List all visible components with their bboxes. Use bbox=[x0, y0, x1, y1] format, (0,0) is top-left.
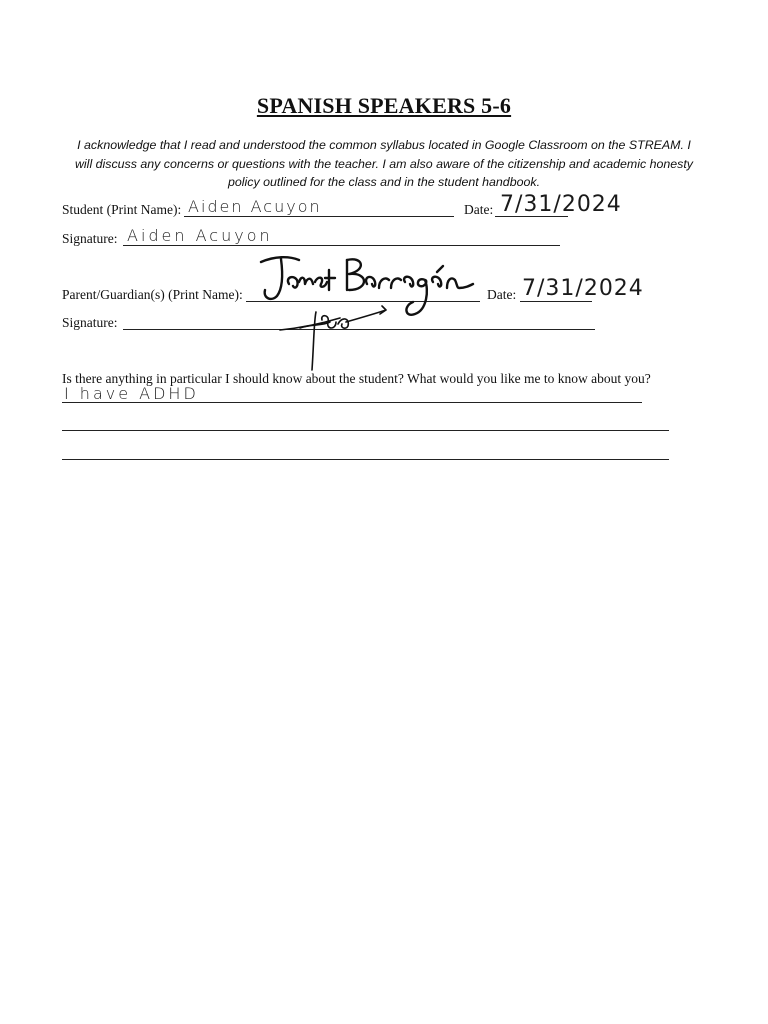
parent-date-field[interactable] bbox=[520, 301, 592, 302]
question-label: Is there anything in particular I should know about the student? What would you like me to know about you? bbox=[62, 371, 651, 386]
parent-signature-scribble bbox=[270, 300, 400, 380]
student-date-value: 7/31/2024 bbox=[500, 192, 622, 217]
answer-line-3[interactable] bbox=[62, 459, 669, 460]
student-date-label: Date: bbox=[464, 202, 494, 217]
parent-name-label: Parent/Guardian(s) (Print Name): bbox=[62, 287, 243, 302]
student-signature-field[interactable] bbox=[123, 245, 560, 246]
student-name-value: Aiden Acuyon bbox=[188, 197, 322, 216]
answer-value: I have ADHD bbox=[64, 384, 199, 403]
acknowledgement-text: I acknowledge that I read and understood the common syllabus located in Google Classroom on the STREAM. I will discuss any concerns or questions with the teacher. I am also aware of the citizenship and academic honesty policy outlined for the class and in the student handbook. bbox=[74, 138, 693, 189]
student-signature-value: Aiden Acuyon bbox=[127, 226, 273, 245]
parent-signature-label: Signature: bbox=[62, 315, 118, 330]
answer-line-2[interactable] bbox=[62, 430, 669, 431]
parent-date-label: Date: bbox=[487, 287, 517, 302]
student-signature-label: Signature: bbox=[62, 231, 118, 246]
student-name-field[interactable] bbox=[184, 216, 454, 217]
form-title: SPANISH SPEAKERS 5-6 bbox=[256, 93, 512, 118]
parent-date-value: 7/31/2024 bbox=[522, 276, 644, 301]
student-name-label: Student (Print Name): bbox=[62, 202, 182, 217]
